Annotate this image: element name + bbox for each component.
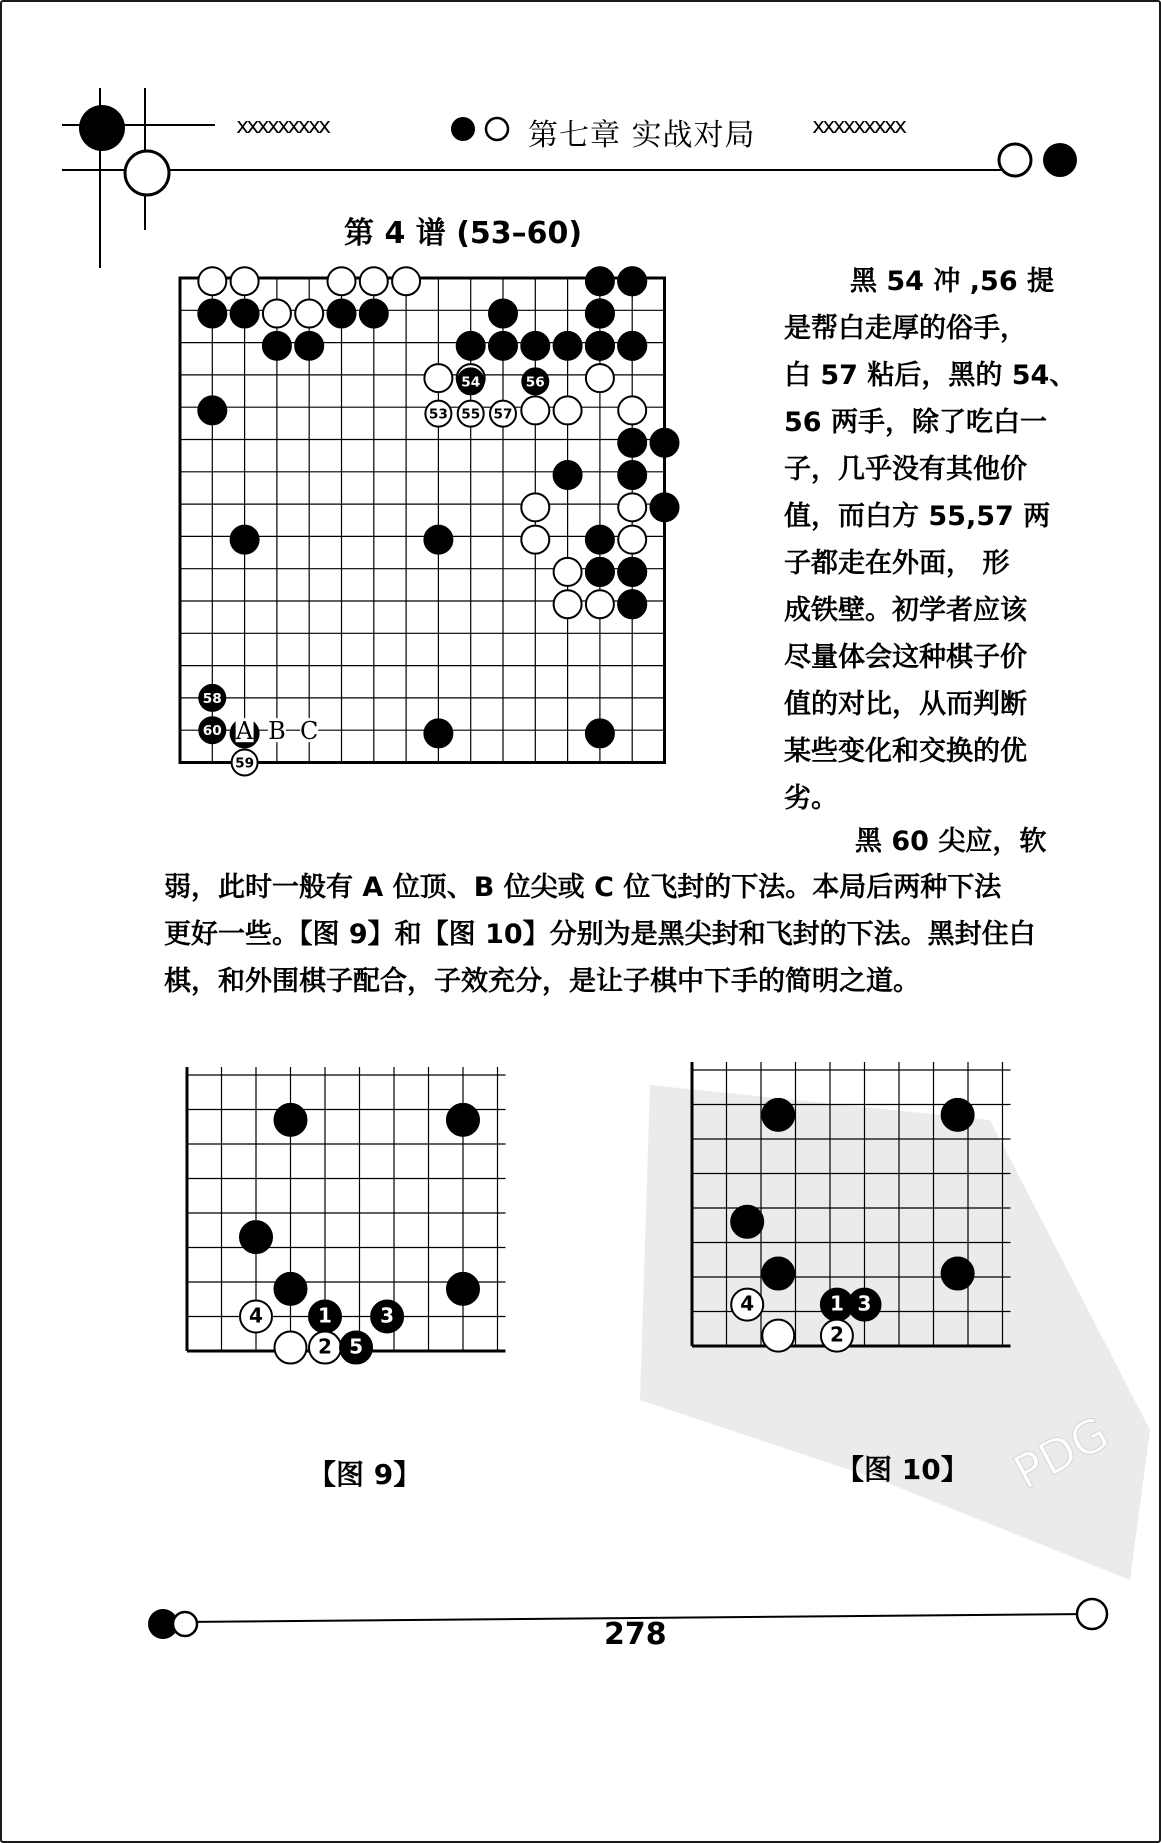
text-line: 56 两手，除了吃白一 — [784, 407, 1047, 438]
text-line: 尽量体会这种棋子价 — [784, 642, 1027, 673]
stone-label: 54 — [461, 374, 481, 391]
text-line: 子都走在外面， 形 — [784, 548, 1010, 579]
paragraph-line: 更好一些。【图 9】和【图 10】分别为是黑尖封和飞封的下法。黑封住白 — [164, 919, 1036, 950]
stone-label: 3 — [857, 1291, 872, 1316]
stone-label: 55 — [461, 406, 481, 423]
stone-label: 1 — [318, 1303, 332, 1328]
text-line: 是帮白走厚的俗手， — [784, 313, 1027, 344]
stone-label: 4 — [249, 1303, 263, 1328]
paragraph-line: 弱，此时一般有 A 位顶、B 位尖或 C 位飞封的下法。本局后两种下法 — [164, 872, 1002, 903]
stone-label: 2 — [318, 1334, 332, 1359]
text-line: 值，而白方 55,57 两 — [784, 501, 1051, 532]
text-line: 值的对比，从而判断 — [784, 689, 1027, 720]
stone-label: 5 — [349, 1334, 364, 1359]
stone-label: 3 — [380, 1303, 395, 1328]
page-number: 278 — [604, 1617, 667, 1652]
header-deco-left: xxxxxxxxx — [236, 114, 329, 139]
stone-label: 58 — [202, 690, 222, 707]
text-line: 黑 54 冲 ,56 提 — [850, 266, 1055, 297]
stone-label: 57 — [493, 406, 513, 423]
stone-label: 56 — [525, 374, 545, 391]
text-line: 子，几乎没有其他价 — [784, 454, 1027, 485]
point-label: A — [235, 717, 254, 746]
figure-10-caption: 【图 10】 — [836, 1453, 969, 1486]
point-label: B — [268, 717, 286, 746]
stone-label: 1 — [829, 1291, 844, 1316]
header-deco-right: xxxxxxxxx — [812, 114, 905, 139]
stone-label: 60 — [202, 723, 222, 740]
stone-label: 4 — [740, 1291, 755, 1316]
point-label: C — [300, 717, 319, 746]
stone-label: 59 — [235, 755, 255, 772]
paragraph-line: 棋，和外围棋子配合，子效充分，是让子棋中下手的简明之道。 — [164, 966, 920, 997]
stone-label: 2 — [829, 1322, 844, 1347]
chapter-title: 第七章 实战对局 — [528, 118, 756, 153]
text-line: 白 57 粘后，黑的 54、 — [784, 360, 1077, 391]
figure-9-caption: 【图 9】 — [308, 1458, 422, 1491]
text-line: 黑 60 尖应，软 — [855, 826, 1047, 857]
white-stone-icon — [173, 1612, 197, 1636]
text-line: 成铁壁。初学者应该 — [784, 595, 1027, 626]
stone-label: 53 — [428, 406, 448, 423]
text-line: 劣。 — [784, 783, 838, 814]
text-line: 某些变化和交换的优 — [784, 736, 1027, 767]
white-stone-icon — [1077, 1599, 1107, 1629]
diagram-title: 第 4 谱 (53–60) — [344, 216, 583, 251]
watermark-text: PDG — [1004, 1405, 1118, 1500]
